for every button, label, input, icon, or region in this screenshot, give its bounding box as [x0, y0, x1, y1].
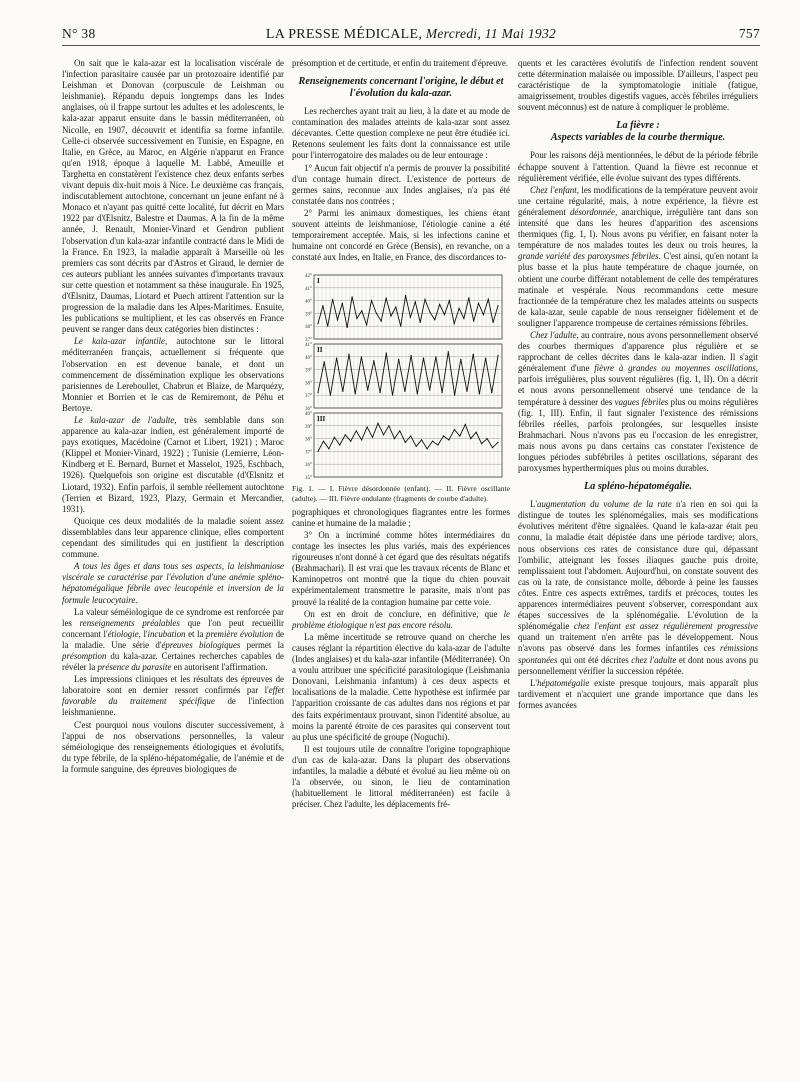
data-point	[322, 306, 323, 307]
data-point	[405, 442, 406, 443]
y-tick-label: 39°	[305, 369, 312, 375]
inline-emphasis: effet favorable du traitement spécifique	[62, 685, 284, 707]
running-title	[62, 26, 760, 43]
heading-line: La fièvre :	[616, 120, 660, 132]
data-point	[416, 446, 417, 447]
figure-caption: Fig. 1. — I. Fièvre désordonnée (enfant). — II. Fièvre oscillante (adulte). — III. Fièvre ondulante (fragments de courbe d'adulte).	[292, 484, 510, 503]
data-point	[449, 300, 450, 301]
inline-emphasis: Chez l'adulte	[530, 329, 577, 340]
y-tick-label: 36°	[305, 463, 312, 469]
y-tick-label: 39°	[305, 425, 312, 431]
paragraph	[62, 607, 284, 674]
data-point	[381, 321, 382, 322]
text-run: de la maladie. Une série d'	[62, 628, 284, 650]
data-point	[470, 438, 471, 439]
data-point	[485, 358, 486, 359]
inline-emphasis: Le kala-azar de l'adulte,	[74, 415, 177, 425]
data-point	[479, 394, 480, 395]
data-point	[339, 445, 340, 446]
text-run: quand un traitement n'en arrête pas le développement. Nous n'avons pas observé dans les formes infantiles ces	[518, 632, 758, 654]
data-point	[334, 437, 335, 438]
data-point	[423, 358, 424, 359]
paragraph: Quoique ces deux modalités de la maladie soient assez dissemblables dans leur apparence clinique, elles comportent cependant des similitudes qui en justifient la description commune.	[62, 515, 284, 560]
paragraph	[518, 499, 758, 677]
data-point	[483, 315, 484, 316]
data-point	[448, 352, 449, 353]
inline-emphasis: rémissions spontanées	[518, 643, 758, 665]
data-point	[460, 359, 461, 360]
paragraph	[518, 185, 758, 329]
data-point	[454, 323, 455, 324]
data-point	[388, 426, 389, 427]
data-point	[323, 441, 324, 442]
figure-1	[292, 273, 510, 502]
data-point	[493, 322, 494, 323]
paragraph: 2° Parmi les animaux domestiques, les chiens étant souvent atteints de leishmaniose, l'étiologie canine a été temporairement acceptée. Mais, si les infections canine et humaine ont concordé en Grèce (Bensis), en revanche, on a constaté aux Indes, en Italie, en France, des discordances to-	[292, 207, 510, 263]
inline-emphasis: vagues fébriles	[614, 396, 669, 407]
inline-emphasis: incubation	[147, 628, 186, 639]
data-point	[411, 355, 412, 356]
panel-label: II	[317, 346, 323, 355]
data-point	[454, 395, 455, 396]
data-point	[386, 298, 387, 299]
inline-emphasis: première évolution	[206, 628, 274, 639]
paragraph: Pour les raisons déjà mentionnées, le début de la période fébrile échappe souvent à l'attention. Quand la fièvre est reconnue et régulièrement vérifiée, elle évolue suivant des types différents.	[518, 150, 758, 183]
data-point	[473, 354, 474, 355]
data-point	[383, 435, 384, 436]
data-point	[332, 299, 333, 300]
text-run: plus ou moins régulières (fig. 1, III). Enfin, il faut signaler l'existence des rémissions fébriles réelles, parfois prolongées, sur lesquelles insiste Brahmachari. Nous n'avons pas eu l'occasion de les enregistrer, mais nous avons pu dans certains cas constater l'existence de longues périodes subfébriles à petites oscillations, séparant des paroxysmes hyperthermiques plus ou moins durables.	[518, 396, 759, 474]
data-point	[395, 307, 396, 308]
summary-paragraph: A tous les âges et dans tous ses aspects, la leishmaniose viscérale se caractérise par l'évolution d'une anémie spléno-hépatomégalique fébrile avec leucopénie et inversion de la formule leucocytaire.	[62, 561, 284, 605]
inline-emphasis: chez l'adulte	[631, 654, 677, 665]
data-point	[398, 359, 399, 360]
data-point	[386, 353, 387, 354]
text-run: très semblable dans son apparence au kala-azar indien, est généralement importé de pays exotiques, Macédoine (Carnot et Libert, 1921) ; Maroc (Klippel et Monier-Vinard, 1922) ; Tunisie (Lemierre, Léon-Kindberg et E. Bernard, Burnet et Masselot, 1925, Eschbach, 1926). Quelquefois son origine est discutable (d'Œlsnitz et Liotard, 1932). Enfin parfois, il semble réellement autochtone (Terrien et Bizard, 1923, Plazy, Germain et Mercandier, 1931).	[62, 415, 284, 514]
data-point	[348, 354, 349, 355]
data-point	[371, 300, 372, 301]
data-point	[400, 326, 401, 327]
data-point	[488, 299, 489, 300]
data-point	[497, 355, 498, 356]
inline-emphasis: présomption	[62, 650, 107, 661]
data-point	[476, 432, 477, 433]
inline-emphasis: le problème étiologique n'est pas encore résolu.	[292, 608, 510, 630]
data-point	[367, 427, 368, 428]
text-run: du kala-azar. Certaines recherches capables de révéler la	[62, 650, 284, 673]
data-point	[376, 313, 377, 314]
column-1	[62, 58, 284, 776]
section-heading: Renseignements concernant l'origine, le début et l'évolution du kala-azar.	[298, 76, 504, 100]
inline-emphasis: renseignements préalables	[79, 617, 180, 628]
data-point	[350, 441, 351, 442]
data-point	[444, 315, 445, 316]
data-point	[478, 303, 479, 304]
text-run: que l'on peut recueillir concernant l'	[62, 617, 284, 639]
data-point	[491, 392, 492, 393]
data-point	[459, 308, 460, 309]
heading-line: Aspects variables de la courbe thermique.	[550, 132, 726, 144]
inline-emphasis: hépatomégalie	[537, 677, 590, 688]
data-point	[427, 449, 428, 450]
y-tick-label: 42°	[305, 274, 312, 280]
data-point	[366, 325, 367, 326]
paragraph: 3° On a incriminé comme hôtes intermédiaires du contage les insectes les plus variés, mais des expériences rigoureuses n'ont donné à cet égard que des résultats négatifs (Brahmachari). Il est vrai que les travaux récents de Blanc et Kaminopetros ont montré que la tique du chien pouvait expérimentalement transmettre le parasite, mais n'ont pas prouvé la réalité de la contagion humaine par cette voie.	[292, 530, 510, 607]
text-run: autochtone sur le littoral méditerranéen français, actuellement si fréquente que l'observation en est devenue banale, et dont un commencement de dissémination explique les observations parisiennes de Lereboullet, Chabrun et Blaize, de Marquézy, Monnier et Borrien et le cas de Remiremont, de Péhu et Bertoye.	[62, 336, 284, 413]
data-point	[394, 438, 395, 439]
data-point	[317, 451, 318, 452]
inline-emphasis: désordonnée	[569, 206, 615, 217]
paragraph	[62, 336, 284, 414]
text-run: en autorisent l'affirmation.	[171, 662, 268, 673]
text-run: qui ont été décrites	[557, 654, 632, 665]
data-point	[429, 390, 430, 391]
y-tick-label: 38°	[305, 381, 312, 387]
text-run: On est en droit de conclure, en définitive, que	[304, 608, 504, 619]
data-point	[410, 317, 411, 318]
page-number: 757	[738, 26, 760, 41]
y-tick-label: 40°	[305, 300, 312, 306]
paragraph	[518, 678, 758, 711]
text-run: n'a rien en soi qui la distingue de toutes les splénomégalies, mais ses modifications évolutives méritent d'être signalées. Quand le kala-azar était peu connu, la maladie était dépistée dans une période tardive; alors, nous observions ces rates de consistance dure qui, dépassant l'ombilic, atteignant les fosses iliaques gauche puis droite, remplissaient tout l'abdomen. Aujourd'hui, on constate souvent des cas où la rate, de consistance molle, déborde à peine les fausses côtes. Entre ces aspects extrêmes, tardifs et précoces, toutes les apparences intermédiaires peuvent s'observer, correspondant aux étapes successives de la splénomégalie. L'évolution de la splénomégalie	[518, 499, 758, 632]
data-point	[355, 394, 356, 395]
data-point	[317, 323, 318, 324]
data-point	[473, 321, 474, 322]
paragraph: présomption et de certitude, et enfin du traitement d'épreuve.	[292, 58, 508, 68]
data-point	[437, 445, 438, 446]
y-tick-label: 38°	[305, 438, 312, 444]
paragraph	[62, 674, 284, 718]
data-point	[487, 438, 488, 439]
text-run: , au contraire, nous avons personnellement observé des courbes thermiques d'apparence plus régulière et se rapprochant de celles décrites dans le kala-azar indien. Il s'agit généralement d'une	[518, 329, 758, 374]
column-2	[292, 58, 510, 811]
data-point	[429, 312, 430, 313]
data-point	[417, 394, 418, 395]
text-run: , parfois irrégulières, plus souvent régulières (fig. 1, II). On a décrit et nous avons personnellement observé une tendance de la température à dessiner des	[518, 363, 758, 407]
y-tick-label: 41°	[305, 287, 312, 293]
data-point	[390, 316, 391, 317]
data-point	[342, 391, 343, 392]
data-point	[465, 424, 466, 425]
inline-emphasis: épreuves biologiques	[161, 639, 241, 650]
data-point	[415, 302, 416, 303]
text-run: existe presque toujours, mais apparaît plus tardivement et n'acquiert une grande importance que dans les formes avancées	[518, 677, 758, 710]
data-point	[404, 391, 405, 392]
paragraph: Il est toujours utile de connaître l'origine topographique d'un cas de kala-azar. Dans la plupart des observations infantiles, la maladie a débuté et évolué au lieu même où on l'a observée, ou sinon, le lieu de contamination (habituellement le littoral méditerranéen) est facile à préciser. Chez l'adulte, les déplacements fré-	[292, 743, 510, 810]
text-run: L'	[530, 677, 538, 688]
inline-emphasis: Chez l'enfant	[530, 184, 577, 195]
temperature-charts	[296, 273, 506, 481]
data-point	[352, 297, 353, 298]
y-tick-label: 36°	[305, 407, 312, 413]
data-point	[328, 449, 329, 450]
data-point	[399, 431, 400, 432]
data-point	[392, 395, 393, 396]
data-point	[459, 436, 460, 437]
journal-name: LA PRESSE MÉDICALE,	[265, 27, 423, 42]
data-point	[377, 423, 378, 424]
data-point	[443, 436, 444, 437]
data-point	[448, 440, 449, 441]
data-point	[317, 392, 318, 393]
paragraph	[518, 330, 758, 474]
data-point	[327, 326, 328, 327]
data-point	[345, 435, 346, 436]
section-heading: La spléno-hépatomégalie.	[583, 481, 693, 493]
text-run: et dont nous avons pu personnellement vérifier la succession répétée.	[518, 654, 759, 676]
y-tick-label: 40°	[305, 412, 312, 418]
inline-emphasis: présence du parasite	[97, 662, 172, 673]
data-point	[492, 447, 493, 448]
data-point	[432, 441, 433, 442]
y-tick-label: 35°	[305, 476, 312, 482]
column-3	[518, 58, 758, 712]
text-run: , anarchique, irrégulière tant dans son intensité que dans les heures d'apparition des ascensions thermiques (fig. 1, I). Nous avons pu vérifier, en faisant noter la température de nos malades toutes les deux ou trois heures, la	[518, 206, 758, 251]
panel-label: III	[317, 415, 326, 424]
data-point	[463, 318, 464, 319]
section-heading	[518, 120, 758, 144]
inline-emphasis: augmentation du volume de la rate	[537, 499, 672, 510]
data-point	[347, 327, 348, 328]
y-tick-label: 41°	[305, 343, 312, 349]
paragraph: Les recherches ayant trait au lieu, à la date et au mode de contamination des malades atteints de kala-azar sont assez décevantes. Cette question complexe ne peut être étudiée ici. Retenons seulement les faits dont la connaissance est utile pour l'interrogatoire des malades ou de leur entourage :	[292, 106, 510, 161]
paragraph: La même incertitude se retrouve quand on cherche les causes réglant la répartition élective du kala-azar de l'adulte (Indes anglaises) et du kala-azar infantile (Méditerranée). On a voulu attribuer une spécificité parasitologique (Leishmania Donovani, Leishmania infantum) à ces deux aspects et localisations de la maladie. Cette hypothèse est infirmée par l'apparition croissante de cas adultes dans nos régions et par des faits expérimentaux prouvant, sinon l'identité absolue, au moins la parenté étroite de ces parasites qui conservent tout au plus une spécificité de groupe (Noguchi).	[292, 631, 510, 742]
data-point	[497, 442, 498, 443]
text-run: permet la	[240, 639, 285, 650]
data-point	[330, 395, 331, 396]
panel-label: I	[317, 277, 320, 286]
chart-panel-frame	[314, 413, 502, 477]
data-point	[405, 295, 406, 296]
inline-emphasis: chez l'enfant est assez régulièrement progressive	[573, 621, 759, 632]
data-point	[410, 436, 411, 437]
text-run: Les impressions cliniques et les résultats des épreuves de laboratoire sont en dernier ressort confirmés par l'	[62, 674, 284, 696]
inline-emphasis: grande variété des paroxysmes fébriles	[518, 251, 659, 262]
y-tick-label: 40°	[305, 356, 312, 362]
data-point	[342, 303, 343, 304]
data-point	[356, 318, 357, 319]
data-point	[454, 429, 455, 430]
temperature-chart-svg	[296, 273, 506, 481]
page-header	[62, 24, 760, 46]
paragraph	[292, 609, 510, 631]
data-point	[497, 306, 498, 307]
data-point	[466, 391, 467, 392]
y-tick-label: 37°	[305, 450, 312, 456]
inline-emphasis: fièvre à grandes ou moyennes oscillations	[594, 363, 756, 374]
y-tick-label: 38°	[305, 325, 312, 331]
text-run: L'	[530, 499, 538, 510]
data-point	[361, 311, 362, 312]
data-point	[356, 431, 357, 432]
data-point	[337, 320, 338, 321]
inline-emphasis: Le kala-azar infantile,	[74, 336, 168, 347]
paragraph	[62, 415, 284, 515]
data-point	[373, 360, 374, 361]
data-point	[421, 440, 422, 441]
paragraph: On sait que le kala-azar est la localisation viscérale de l'infection parasitaire causée par un protozoaire identifié par Leishman et Donovan (corpuscule de Leishman ou leishmanie). Répandu depuis longtemps dans les Indes anglaises, où il frappe surtout les adultes et les adolescents, le kala-azar apparut ensuite dans le bassin méditerranéen, où Nicolle, en 1907, découvrit et identifia sa forme infantile. Celle-ci observée successivement en Tunisie, en Espagne, en Italie, en Grèce, au Maroc, en Algérie n'apparut en France qu'en 1918, époque à laquelle M. Labbé, Ameuille et Targhetta en constatèrent l'existence chez deux enfants serbes vivant depuis dix-huit mois à Nice. Le deuxième cas français, indiscutablement autochtone, concernant un jeune enfant né à Monaco et n'ayant pas quitté cette localité, fut décrit en Mars 1922 par d'Œlsnitz, Balestre et Daumas. A la fin de la même année, J. Renault, Monier-Vinard et Gendron publient l'observation d'un kala-azar infantile contracté dans le Midi de la France. En 1923, la maladie apparaît à Marseille où les premiers cas sont décrits par d'Astros et Giraud, le dernier de ces auteurs publiant les années suivantes d'importants travaux sur cette question et notamment sa thèse inaugurale. En 1925, d'Œlsnitz, Daumas, Liotard et Puech attirent l'attention sur la progression de la maladie dans les Alpes-Maritimes. Ensuite, les publications se multiplient, et les cas observés en France peuvent se ranger dans deux catégories bien distinctes :	[62, 58, 284, 335]
data-point	[324, 362, 325, 363]
data-point	[336, 358, 337, 359]
data-point	[442, 392, 443, 393]
data-point	[361, 440, 362, 441]
data-point	[372, 437, 373, 438]
y-tick-label: 37°	[305, 394, 312, 400]
data-point	[380, 392, 381, 393]
data-point	[361, 357, 362, 358]
data-point	[481, 444, 482, 445]
text-run: . C'est ainsi, qu'en notant la plus basse et la plus haute température de chaque journée, on obtient une courbe différant notablement de celle des températures matinale et vespérale. Nous recommandons cette mesure fractionnée de la température chez les malades atteints ou suspects de kala-azar, seule capable de nous renseigner fidèlement et de souligner l'apparence trompeuse de certaines rémissions fébriles.	[518, 251, 759, 328]
paragraph: 1° Aucun fait objectif n'a permis de prouver la possibilité d'un contage humain direct. L'existence de porteurs de germes sains, reconnue aux Indes anglaises, n'a pas été constatée dans nos contrées ;	[292, 162, 510, 206]
text-run: , l'	[138, 628, 148, 639]
data-point	[435, 357, 436, 358]
text-run: et la	[185, 628, 207, 639]
paragraph: quents et les caractères évolutifs de l'infection rendent souvent cette détermination malaisée ou impossible. D'ailleurs, l'aspect peu caractéristique de la symptomatologie initiale (fatigue, amaigrissement, troubles digestifs vagues, accès fébriles irréguliers souvent méconnus) est de nature à compliquer le problème.	[518, 58, 758, 113]
data-point	[434, 320, 435, 321]
paragraph: C'est pourquoi nous voulons discuter successivement, à l'appui de nos observations personnelles, la valeur séméiologique des renseignements étiologiques et évolutifs, du type fébrile, de la spléno-hépatomégalie, de l'anémie et de la formule sanguine, des épreuves biologiques de	[62, 719, 284, 774]
y-tick-label: 39°	[305, 312, 312, 318]
text-run: de l'infection leishmanienne.	[62, 696, 284, 718]
paragraph: pographiques et chronologiques flagrantes entre les formes canine et humaine de la maladie ;	[292, 506, 510, 528]
inline-emphasis: étiologie	[107, 628, 139, 639]
issue-number: N° 38	[62, 26, 96, 41]
text-run: La valeur séméiologique de ce syndrome est renforcée par les	[62, 606, 284, 628]
data-point	[468, 298, 469, 299]
issue-date: Mercredi, 11 Mai 1932	[425, 26, 557, 41]
data-point	[367, 390, 368, 391]
data-point	[424, 299, 425, 300]
data-point	[439, 304, 440, 305]
text-run: , les modifications de la température peuvent avoir une certaine régularité, mais, à notre expérience, la fièvre est généralement	[518, 184, 758, 217]
data-point	[420, 322, 421, 323]
y-tick-label: 37°	[305, 338, 312, 344]
